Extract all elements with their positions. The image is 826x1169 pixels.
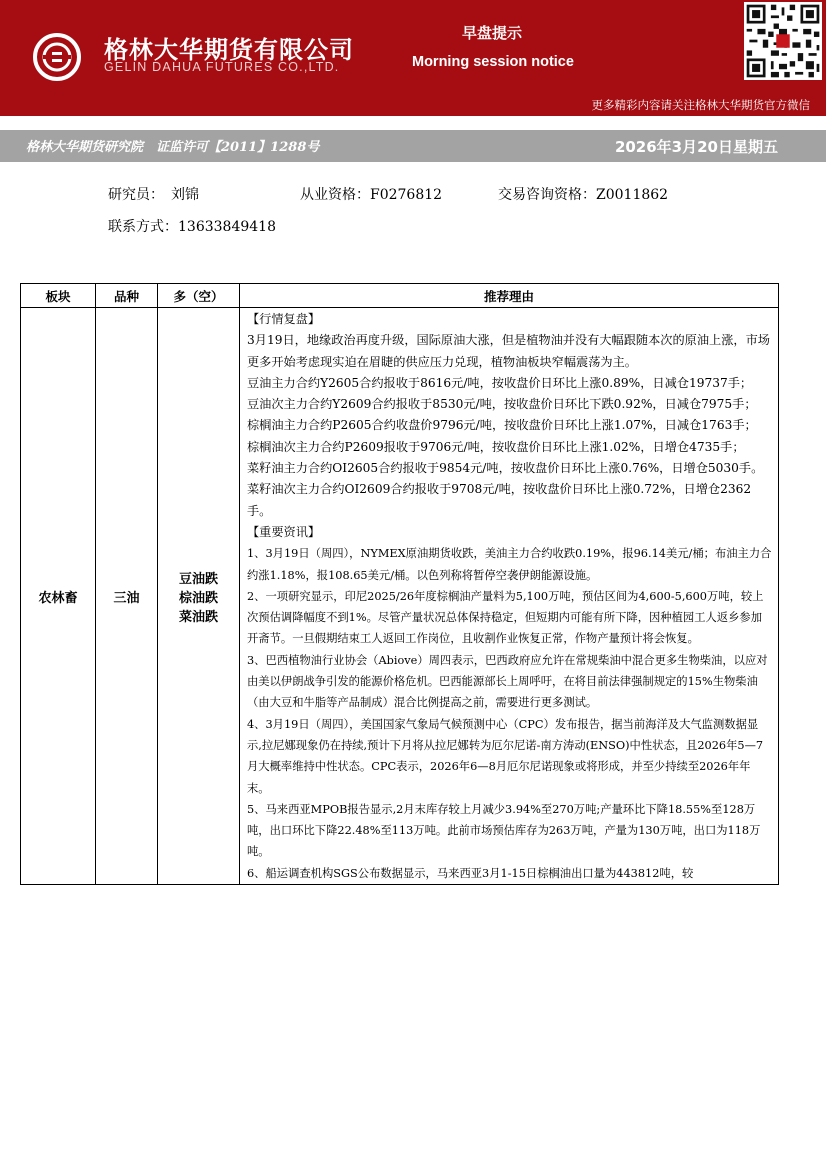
header-sector: 板块 — [21, 284, 96, 308]
recommendation-table — [20, 283, 779, 885]
contact-phone: 联系方式：13633849418 — [108, 219, 276, 235]
table-header-row — [21, 284, 779, 308]
company-name-cn: 格林大华期货有限公司 — [104, 36, 354, 64]
direction-palm-oil: 棕油跌 — [178, 590, 218, 606]
reason-paragraph: 豆油次主力合约Y2609合约报收于8530元/吨，按收盘价日环比下跌0.92%，日减仓7975手； — [247, 397, 757, 412]
table-row — [21, 308, 779, 885]
reason-paragraph: 菜籽油主力合约OI2605合约报收于9854元/吨，按收盘价日环比上涨0.76%，日增仓5030手。 — [247, 461, 764, 476]
company-logo-icon — [32, 32, 82, 82]
direction-cell — [158, 308, 240, 885]
section-heading-market-review: 【行情复盘】 — [247, 312, 321, 326]
news-item: 3、巴西植物油行业协会（Abiove）周四表示，巴西政府应允许在常规柴油中混合更多生物柴油，以应对由美以伊朗战争引发的能源价格危机。巴西能源部长上周呼吁，在将目前法律强制规定的15%生物柴油（由大豆和牛脂等产品制成）混合比例提高之前，需要进行更多测试。 — [247, 653, 768, 710]
header-variety: 品种 — [96, 284, 158, 308]
wechat-follow-note: 更多精彩内容请关注格林大华期货官方微信 — [591, 98, 810, 112]
qualification-id: 从业资格：F0276812 — [300, 187, 443, 203]
reason-paragraph: 棕榈油主力合约P2605合约收盘价9796元/吨，按收盘价日环比上涨1.07%，日减仓1763手； — [247, 418, 757, 433]
qr-code-icon — [744, 2, 822, 80]
reason-paragraph: 棕榈油次主力合约P2609报收于9706元/吨，按收盘价日环比上涨1.02%，日增仓4735手； — [247, 439, 745, 454]
reason-cell — [240, 308, 779, 885]
news-item: 6、船运调查机构SGS公布数据显示，马来西亚3月1-15日棕榈油出口量为443812吨，较 — [247, 866, 694, 880]
news-item: 5、马来西亚MPOB报告显示,2月末库存较上月减少3.94%至270万吨;产量环比下降18.55%至128万吨，出口环比下降22.48%至113万吨。此前市场预估库存为263万吨，产量为130万吨，出口为118万吨。 — [247, 802, 761, 859]
direction-rapeseed-oil: 菜油跌 — [178, 609, 218, 625]
consulting-id: 交易咨询资格：Z0011862 — [498, 187, 669, 203]
report-title-en: Morning session notice — [412, 54, 574, 70]
section-heading-key-news: 【重要资讯】 — [247, 524, 321, 539]
reason-paragraph: 3月19日，地缘政治再度升级，国际原油大涨，但是植物油并没有大幅跟随本次的原油上涨，市场更多开始考虑现实迫在眉睫的供应压力兑现，植物油板块窄幅震荡为主。 — [247, 333, 770, 369]
sector-cell: 农林畜 — [21, 308, 96, 885]
institute-license: 格林大华期货研究院 证监许可【2011】1288号 — [26, 140, 320, 155]
report-date: 2026年3月20日星期五 — [614, 138, 778, 156]
reason-paragraph: 豆油主力合约Y2605合约报收于8616元/吨，按收盘价日环比上涨0.89%，日减仓19737手； — [247, 375, 753, 390]
header-direction: 多（空） — [158, 284, 240, 308]
news-item: 2、一项研究显示，印尼2025/26年度棕榈油产量料为5,100万吨，预估区间为4,600-5,600万吨，较上次预估调降幅度不到1%。尽管产量状况总体保持稳定，但短期内可能有所下降，因种植园工人返乡参加开斋节。一旦假期结束工人返回工作岗位，且收割作业恢复正常，作物产量预计将会恢复。 — [247, 589, 764, 646]
reason-paragraph: 菜籽油次主力合约OI2609合约报收于9708元/吨，按收盘价日环比上涨0.72%，日增仓2362手。 — [247, 482, 752, 518]
news-item: 1、3月19日（周四），NYMEX原油期货收跌，美油主力合约收跌0.19%，报96.14美元/桶；布油主力合约涨1.18%，报108.65美元/桶。以色列称将暂停空袭伊朗能源设施。 — [247, 547, 772, 582]
researcher-name: 研究员： 刘锦 — [108, 187, 199, 203]
header-reason: 推荐理由 — [240, 284, 779, 308]
direction-soybean-oil: 豆油跌 — [178, 571, 218, 587]
news-item: 4、3月19日（周四），美国国家气象局气候预测中心（CPC）发布报告，据当前海洋及大气监测数据显示,拉尼娜现象仍在持续,预计下月将从拉尼娜转为厄尔尼诺-南方涛动(ENSO)中性状态，且2026年5—7月大概率维持中性状态。CPC表示，2026年6—8月厄尔尼诺现象或将形成，并至少持续至2026年年末。 — [247, 717, 764, 795]
report-title-cn: 早盘提示 — [462, 24, 523, 42]
company-name-en: GELIN DAHUA FUTURES CO.,LTD. — [104, 60, 340, 74]
variety-cell: 三油 — [96, 308, 158, 885]
